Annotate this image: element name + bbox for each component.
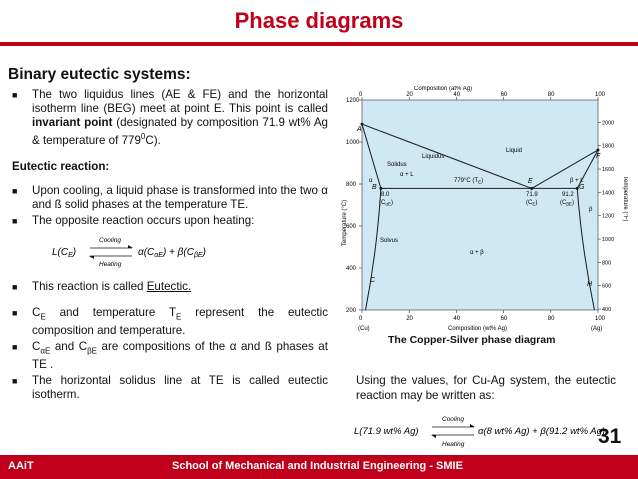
right-tick-label: 400 — [602, 307, 612, 314]
point-c-label: C — [370, 277, 376, 284]
right-tick-label: 1400 — [602, 190, 615, 197]
svg-text:α(CαE) + β(CβE): $\alpha(C_{\alpha E}) + \beta(C_{\beta E})$ — [138, 246, 206, 259]
top-tick-label: 80 — [547, 92, 555, 98]
right-tick-label: 1800 — [602, 143, 615, 150]
cu-end-label: (Cu) — [358, 326, 370, 332]
top-tick-label: 60 — [500, 92, 508, 98]
right-tick-label: 1200 — [602, 213, 615, 220]
cu-ag-equation — [352, 410, 622, 452]
ag-end-label: (Ag) — [591, 326, 603, 332]
equation-graphic — [12, 230, 328, 272]
e-composition-value: 71.9 — [526, 192, 538, 198]
bottom-tick-label: 80 — [547, 316, 555, 322]
bullet-marker: ■ — [12, 90, 18, 100]
top-tick-label: 100 — [595, 92, 606, 98]
bottom-ticks — [359, 310, 606, 322]
e-composition-symbol: $(C_E)$ — [526, 200, 538, 207]
bullet-cooling: ■ Upon cooling, a liquid phase is transformed into the two α and ß solid phases at the temperature TE. — [12, 183, 328, 211]
bottom-tick-label: 0 — [359, 316, 363, 322]
bullet-heating: ■ The opposite reaction occurs upon heating: — [12, 213, 255, 227]
eutectic-equation — [12, 230, 328, 272]
top-tick-label: 20 — [406, 92, 413, 98]
eutectic-reaction-label: Eutectic reaction: — [12, 159, 110, 173]
left-tick-label: 200 — [346, 308, 357, 314]
solvus-label: Solvus — [380, 238, 399, 244]
top-tick-label: 0 — [359, 92, 363, 98]
svg-text:α(8 wt% Ag) + β(91.2 wt% Ag): α(8 wt% Ag) + β(91.2 wt% Ag) — [478, 426, 606, 437]
right-ticks — [598, 120, 614, 313]
left-column — [12, 88, 328, 404]
svg-text:L(CE): $L(C_E)$ — [52, 246, 77, 259]
beta-label: β — [589, 207, 593, 213]
alpha-plus-beta-label: α + β — [470, 250, 484, 256]
section-heading: Binary eutectic systems: — [8, 66, 191, 83]
page-number: 31 — [598, 425, 622, 448]
bottom-tick-label: 20 — [406, 316, 413, 322]
alpha-plus-liquid-label: α + L — [400, 172, 414, 178]
right-axis-label: Temperature (°F) — [622, 176, 628, 222]
left-tick-label: 400 — [346, 266, 357, 272]
phase-point — [530, 187, 533, 190]
bottom-tick-label: 40 — [453, 316, 461, 322]
svg-text:Heating: Heating — [99, 260, 122, 268]
cu-ag-explanation: Using the values, for Cu-Ag system, the eutectic reaction may be written as: — [356, 374, 616, 402]
footer-bar — [0, 455, 638, 479]
right-tick-label: 2000 — [602, 120, 615, 127]
left-tick-label: 600 — [346, 224, 357, 230]
bullet-isotherm: ■ The horizontal solidus line at TE is called eutectic isotherm. — [12, 374, 328, 402]
footer-institution: AAiT — [8, 460, 34, 472]
beta-plus-liquid-label: β + L — [570, 178, 584, 184]
svg-text:Cooling: Cooling — [442, 416, 465, 423]
diagram-caption: The Copper-Silver phase diagram — [388, 334, 556, 346]
solidus-label: Solidus — [387, 162, 407, 168]
point-e-label: E — [528, 178, 533, 185]
b-composition-value: 8.0 — [381, 192, 390, 198]
bullet-invariant-point: ■ The two liquidus lines (AE & FE) and the horizontal isotherm line (BEG) meet at point E. This point is called invariant point (designated by composition 71.9 wt% Ag & temperature of $779^0C$). — [12, 88, 328, 147]
eutectic-temperature-label: 779°C $(T_E)$ — [454, 178, 484, 185]
right-tick-label: 800 — [602, 260, 612, 267]
bullet-eutectic-name: ■ This reaction is called Eutectic. — [12, 279, 192, 293]
b-composition-symbol: $(C_{\alpha E})$ — [379, 200, 393, 207]
g-composition-symbol: $(C_{\beta E})$ — [560, 200, 574, 207]
point-g-label: G — [579, 184, 585, 191]
alpha-label: α — [369, 178, 373, 184]
top-axis-label: Composition (at% Ag) — [414, 86, 473, 92]
svg-text:Heating: Heating — [442, 441, 465, 448]
svg-text:Cooling: Cooling — [99, 236, 122, 244]
page-title: Phase diagrams — [234, 8, 404, 33]
liquidus-label: Liquidus — [422, 154, 445, 160]
cu-ag-phase-diagram — [338, 86, 628, 332]
bullet-ce-te: ■ $C_E$ and temperature $T_E$ represent the eutectic composition and temperature. — [12, 305, 329, 338]
bottom-tick-label: 100 — [595, 316, 606, 322]
bottom-axis-label: Composition (wt% Ag) — [448, 326, 508, 332]
footer-school: School of Mechanical and Industrial Engineering - SMIE — [172, 460, 463, 472]
point-h-label: H — [587, 281, 593, 288]
g-composition-value: 91.2 — [562, 192, 574, 198]
top-ticks — [359, 92, 606, 100]
point-f-label: F — [596, 153, 601, 160]
point-a-label: A — [357, 126, 362, 133]
bullet-compositions: ■ $C_{\alpha E}$ and $C_{\beta E}$ are compositions of the α and ß phases at TE . — [12, 340, 328, 372]
left-axis-label: Temperature (°C) — [342, 199, 348, 246]
left-tick-label: 1200 — [346, 98, 360, 104]
right-tick-label: 600 — [602, 283, 612, 290]
phase-point — [597, 148, 600, 151]
top-tick-label: 40 — [453, 92, 461, 98]
right-tick-label: 1000 — [602, 237, 615, 244]
title-divider — [0, 42, 638, 46]
bottom-tick-label: 60 — [500, 316, 508, 322]
left-tick-label: 1000 — [346, 140, 360, 146]
left-tick-label: 800 — [346, 182, 357, 188]
point-b-label: B — [372, 184, 377, 191]
svg-text:L(71.9 wt% Ag): L(71.9 wt% Ag) — [354, 426, 419, 437]
right-tick-label: 1600 — [602, 167, 615, 174]
liquid-label: Liquid — [506, 148, 523, 154]
phase-point — [379, 187, 382, 190]
eutectic-link: Eutectic. — [146, 279, 192, 293]
